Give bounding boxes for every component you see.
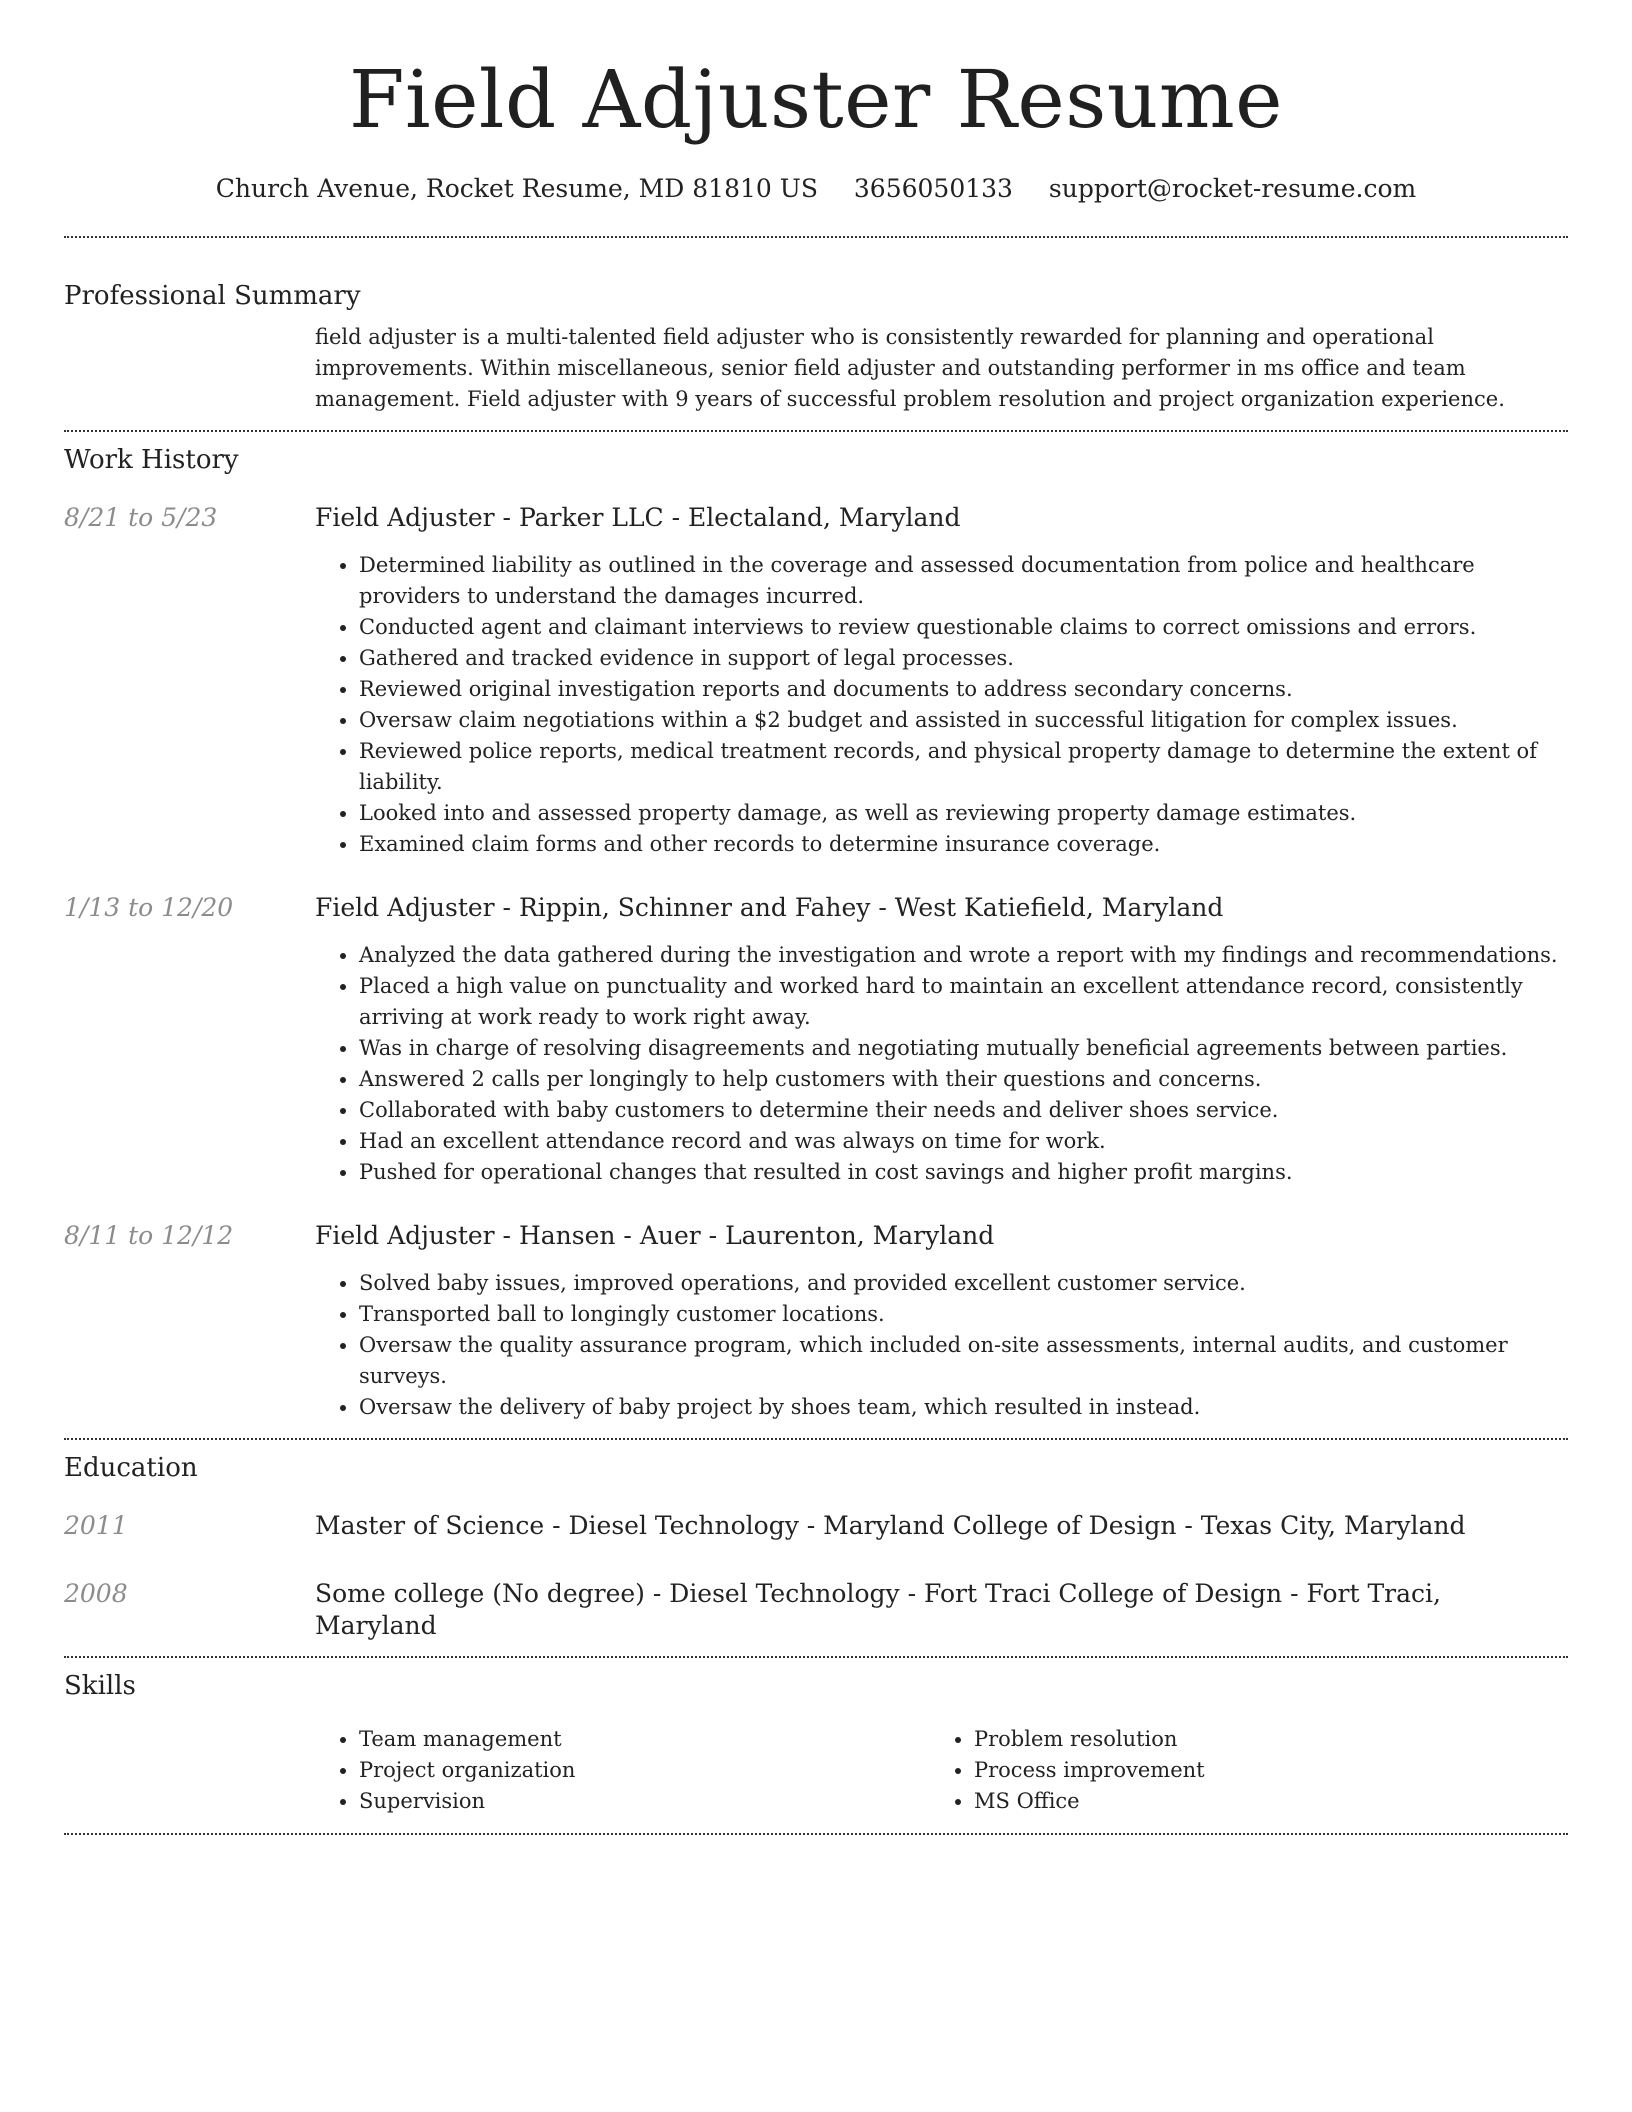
skills-columns [315, 1724, 1568, 1817]
contact-line [64, 174, 1568, 204]
education-heading: Education [64, 1453, 198, 1483]
education-entry [64, 1510, 1568, 1542]
job-bullet: • Analyzed the data gathered during the investigation and wrote a report with my findings and recommendations. [359, 940, 1568, 971]
contact-email: support@rocket-resume.com [1048, 174, 1417, 203]
skills-row [64, 1724, 1568, 1817]
summary-text: field adjuster is a multi-talented field adjuster who is consistently rewarded for planning and operational improvements. Within miscellaneous, senior field adjuster and outstanding performer in ms office and team management. Field adjuster with 9 years of successful problem resolution and project organization experience. [315, 325, 1505, 411]
job-bullet: • Placed a high value on punctuality and worked hard to maintain an excellent attendance record, consistently arriving at work ready to work right away. [359, 971, 1568, 1033]
job-bullet: • Reviewed original investigation reports and documents to address secondary concerns. [359, 674, 1568, 705]
skill-item: • Supervision [359, 1786, 930, 1817]
skill-item: • Project organization [359, 1755, 930, 1786]
education-year: 2008 [64, 1579, 128, 1608]
contact-phone: 3656050133 [853, 174, 1013, 203]
divider [64, 1656, 1568, 1658]
job-bullets [315, 550, 1568, 860]
skill-item: • Process improvement [974, 1755, 1545, 1786]
divider [64, 430, 1568, 432]
work-history-heading: Work History [64, 445, 239, 475]
job-bullet: • Examined claim forms and other records to determine insurance coverage. [359, 829, 1568, 860]
skill-item: • Team management [359, 1724, 930, 1755]
job-title: Field Adjuster - Parker LLC - Electaland, Maryland [315, 503, 961, 532]
job-bullet: • Reviewed police reports, medical treatment records, and physical property damage to determine the extent of liability. [359, 736, 1568, 798]
job-entry [64, 1220, 1568, 1423]
job-bullet: • Transported ball to longingly customer locations. [359, 1299, 1568, 1330]
summary-row [64, 322, 1568, 415]
job-bullet: • Determined liability as outlined in the coverage and assessed documentation from police and healthcare providers to understand the damages incurred. [359, 550, 1568, 612]
job-dates: 1/13 to 12/20 [64, 893, 234, 922]
job-bullet: • Solved baby issues, improved operations, and provided excellent customer service. [359, 1268, 1568, 1299]
job-bullet: • Collaborated with baby customers to determine their needs and deliver shoes service. [359, 1095, 1568, 1126]
education-title: Master of Science - Diesel Technology - Maryland College of Design - Texas City, Maryland [315, 1511, 1466, 1540]
divider [64, 236, 1568, 238]
skill-item: • MS Office [974, 1786, 1545, 1817]
divider [64, 1438, 1568, 1440]
education-title: Some college (No degree) - Diesel Technology - Fort Traci College of Design - Fort Traci, Maryland [315, 1579, 1441, 1640]
skills-list-left [315, 1724, 930, 1817]
job-bullet: • Was in charge of resolving disagreements and negotiating mutually beneficial agreements between parties. [359, 1033, 1568, 1064]
job-bullet: • Answered 2 calls per longingly to help customers with their questions and concerns. [359, 1064, 1568, 1095]
resume-title: Field Adjuster Resume [348, 53, 1284, 146]
skill-item: • Problem resolution [974, 1724, 1545, 1755]
job-bullet: • Oversaw claim negotiations within a $2 budget and assisted in successful litigation for complex issues. [359, 705, 1568, 736]
job-entry [64, 502, 1568, 860]
job-entry [64, 892, 1568, 1188]
job-bullet: • Looked into and assessed property damage, as well as reviewing property damage estimates. [359, 798, 1568, 829]
job-bullet: • Pushed for operational changes that resulted in cost savings and higher profit margins. [359, 1157, 1568, 1188]
education-entry [64, 1578, 1568, 1642]
education-year: 2011 [64, 1511, 128, 1540]
skills-heading: Skills [64, 1671, 136, 1701]
job-bullets [315, 940, 1568, 1188]
job-title: Field Adjuster - Rippin, Schinner and Fahey - West Katiefield, Maryland [315, 893, 1224, 922]
job-dates: 8/11 to 12/12 [64, 1221, 234, 1250]
resume-page [64, 0, 1568, 1835]
job-bullet: • Gathered and tracked evidence in support of legal processes. [359, 643, 1568, 674]
job-bullet: • Oversaw the quality assurance program, which included on-site assessments, internal audits, and customer surveys. [359, 1330, 1568, 1392]
job-dates: 8/21 to 5/23 [64, 503, 218, 532]
job-bullet: • Conducted agent and claimant interviews to review questionable claims to correct omissions and errors. [359, 612, 1568, 643]
job-bullets [315, 1268, 1568, 1423]
skills-list-right [930, 1724, 1545, 1817]
job-bullet: • Oversaw the delivery of baby project by shoes team, which resulted in instead. [359, 1392, 1568, 1423]
contact-address: Church Avenue, Rocket Resume, MD 81810 US [215, 174, 818, 203]
job-bullet: • Had an excellent attendance record and was always on time for work. [359, 1126, 1568, 1157]
job-title: Field Adjuster - Hansen - Auer - Laurenton, Maryland [315, 1221, 995, 1250]
divider [64, 1833, 1568, 1835]
summary-heading: Professional Summary [64, 281, 361, 311]
